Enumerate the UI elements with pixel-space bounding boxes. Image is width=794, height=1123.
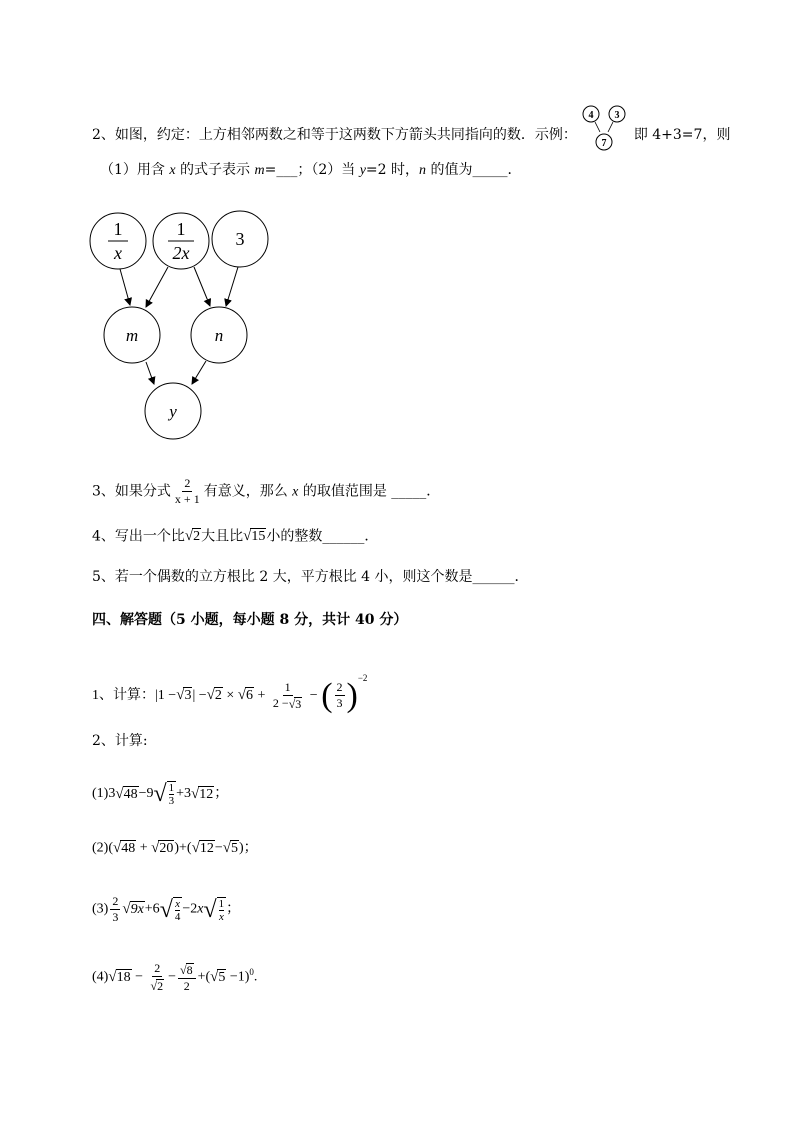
q4-post: 小的整数______．: [266, 528, 379, 545]
s2-e4: (4)√18 − $\frac{2}{√2}$ − $\frac{√8}{2}$ $+(√5 -1)^0$.: [92, 961, 258, 993]
e4-label: (4): [92, 969, 109, 985]
q3-fraction: [173, 477, 202, 506]
q2-sub-b: 的式子表示: [175, 162, 255, 178]
q2-sub-d: =2 时，: [365, 162, 420, 178]
q2-text-after: 即 4+3=7，则: [633, 127, 731, 143]
arrow-6: [192, 361, 206, 384]
s2-e1: (1)3√48−9√ $\frac{1}{3}$ +3√12；: [92, 781, 229, 807]
s1-exponent: −2: [357, 673, 368, 683]
s1-power-base: $\frac{2}{3}$: [336, 680, 343, 711]
q2-line2: [100, 160, 521, 181]
var-n: n: [419, 163, 427, 178]
q3-line: [92, 477, 440, 506]
s1-sqrt-6: √6: [237, 687, 254, 704]
s1-plus: +: [257, 688, 266, 703]
s1-sqrt-3: √3: [176, 687, 192, 704]
q2-sub-a: （1）用含: [100, 162, 170, 178]
m-label: m: [125, 326, 139, 345]
c3-value: 3: [235, 229, 245, 249]
s1-minus: −: [309, 688, 318, 703]
s1-line: 1、计算：|1 −√3| −√2 × √6 + $\frac{1}{2 -√3}$ − ( $\frac{2}{3}$ )$^{-2}$: [92, 673, 368, 714]
s1-pre: 1、计算：: [92, 688, 155, 703]
q4-pre: 4、写出一个比: [92, 528, 185, 545]
q3-frac-den: x + 1: [174, 492, 200, 506]
n-label: n: [214, 326, 224, 345]
example-sum: 7: [601, 138, 607, 149]
arrow-4: [226, 267, 238, 306]
c2-den: 2x: [172, 243, 190, 263]
var-y: y: [359, 163, 366, 178]
q4-line: [92, 526, 378, 547]
c1-den: x: [114, 243, 122, 263]
q5-text: 5、若一个偶数的立方根比 2 大，平方根比 4 小，则这个数是______．: [92, 569, 529, 585]
arrow-2: [146, 267, 168, 307]
s1-fraction: $\frac{1}{2 -√3}$: [272, 679, 302, 711]
var-x: x: [169, 163, 176, 178]
arrow-3: [194, 267, 210, 306]
e3-label: (3): [92, 901, 109, 917]
q2-text: 2、如图，约定：上方相邻两数之和等于这两数下方箭头共同指向的数．示例：: [92, 127, 577, 143]
q3-pre: 3、如果分式: [92, 483, 171, 500]
s2-e3: (3) $\frac{2}{3}$ √9x+6√ $\frac{x}{4}$ −2x√ $\frac{1}{x}$ ；: [92, 894, 241, 924]
q3-post: 的取值范围是 _____．: [298, 483, 441, 500]
s2-e2: (2)(√48 + √20)+(√12−√5)；: [92, 840, 258, 856]
c1-num: 1: [113, 219, 123, 239]
section-title: 四、解答题（5 小题，每小题 8 分，共计 40 分）: [92, 612, 408, 628]
q4-sqrt-15: √15: [243, 528, 266, 544]
arrow-1: [120, 269, 130, 305]
q2-line1: [92, 110, 731, 152]
var-m: m: [254, 163, 265, 178]
section-heading: [92, 610, 407, 630]
s1-abs-close: | −: [192, 688, 207, 703]
q2-sub-e: 的值为_____．: [426, 162, 522, 178]
example-diagram: [581, 104, 627, 152]
s1-abs-open: |1 −: [155, 688, 177, 703]
s2-title: [92, 731, 148, 751]
circle-diagram: [88, 205, 288, 445]
s1-times: ×: [226, 688, 235, 703]
y-label: y: [169, 402, 177, 421]
example-b: 3: [614, 110, 620, 121]
e2-label: (2): [92, 840, 109, 856]
q3-frac-num: 2: [184, 476, 191, 490]
q5-line: [92, 567, 529, 587]
q4-sqrt-2: √2: [184, 528, 201, 544]
q3-var: x: [292, 484, 299, 500]
s2-title-text: 2、计算:: [92, 733, 148, 749]
e1-label: (1): [92, 786, 109, 802]
example-a: 4: [588, 110, 594, 121]
arrow-5: [146, 362, 154, 384]
s1-sqrt-2: √2: [206, 687, 222, 704]
q2-sub-c: =___；（2）当: [264, 162, 360, 178]
q3-mid: 有意义，那么: [203, 483, 293, 500]
q4-mid: 大且比: [201, 528, 244, 545]
c2-num: 1: [176, 219, 186, 239]
